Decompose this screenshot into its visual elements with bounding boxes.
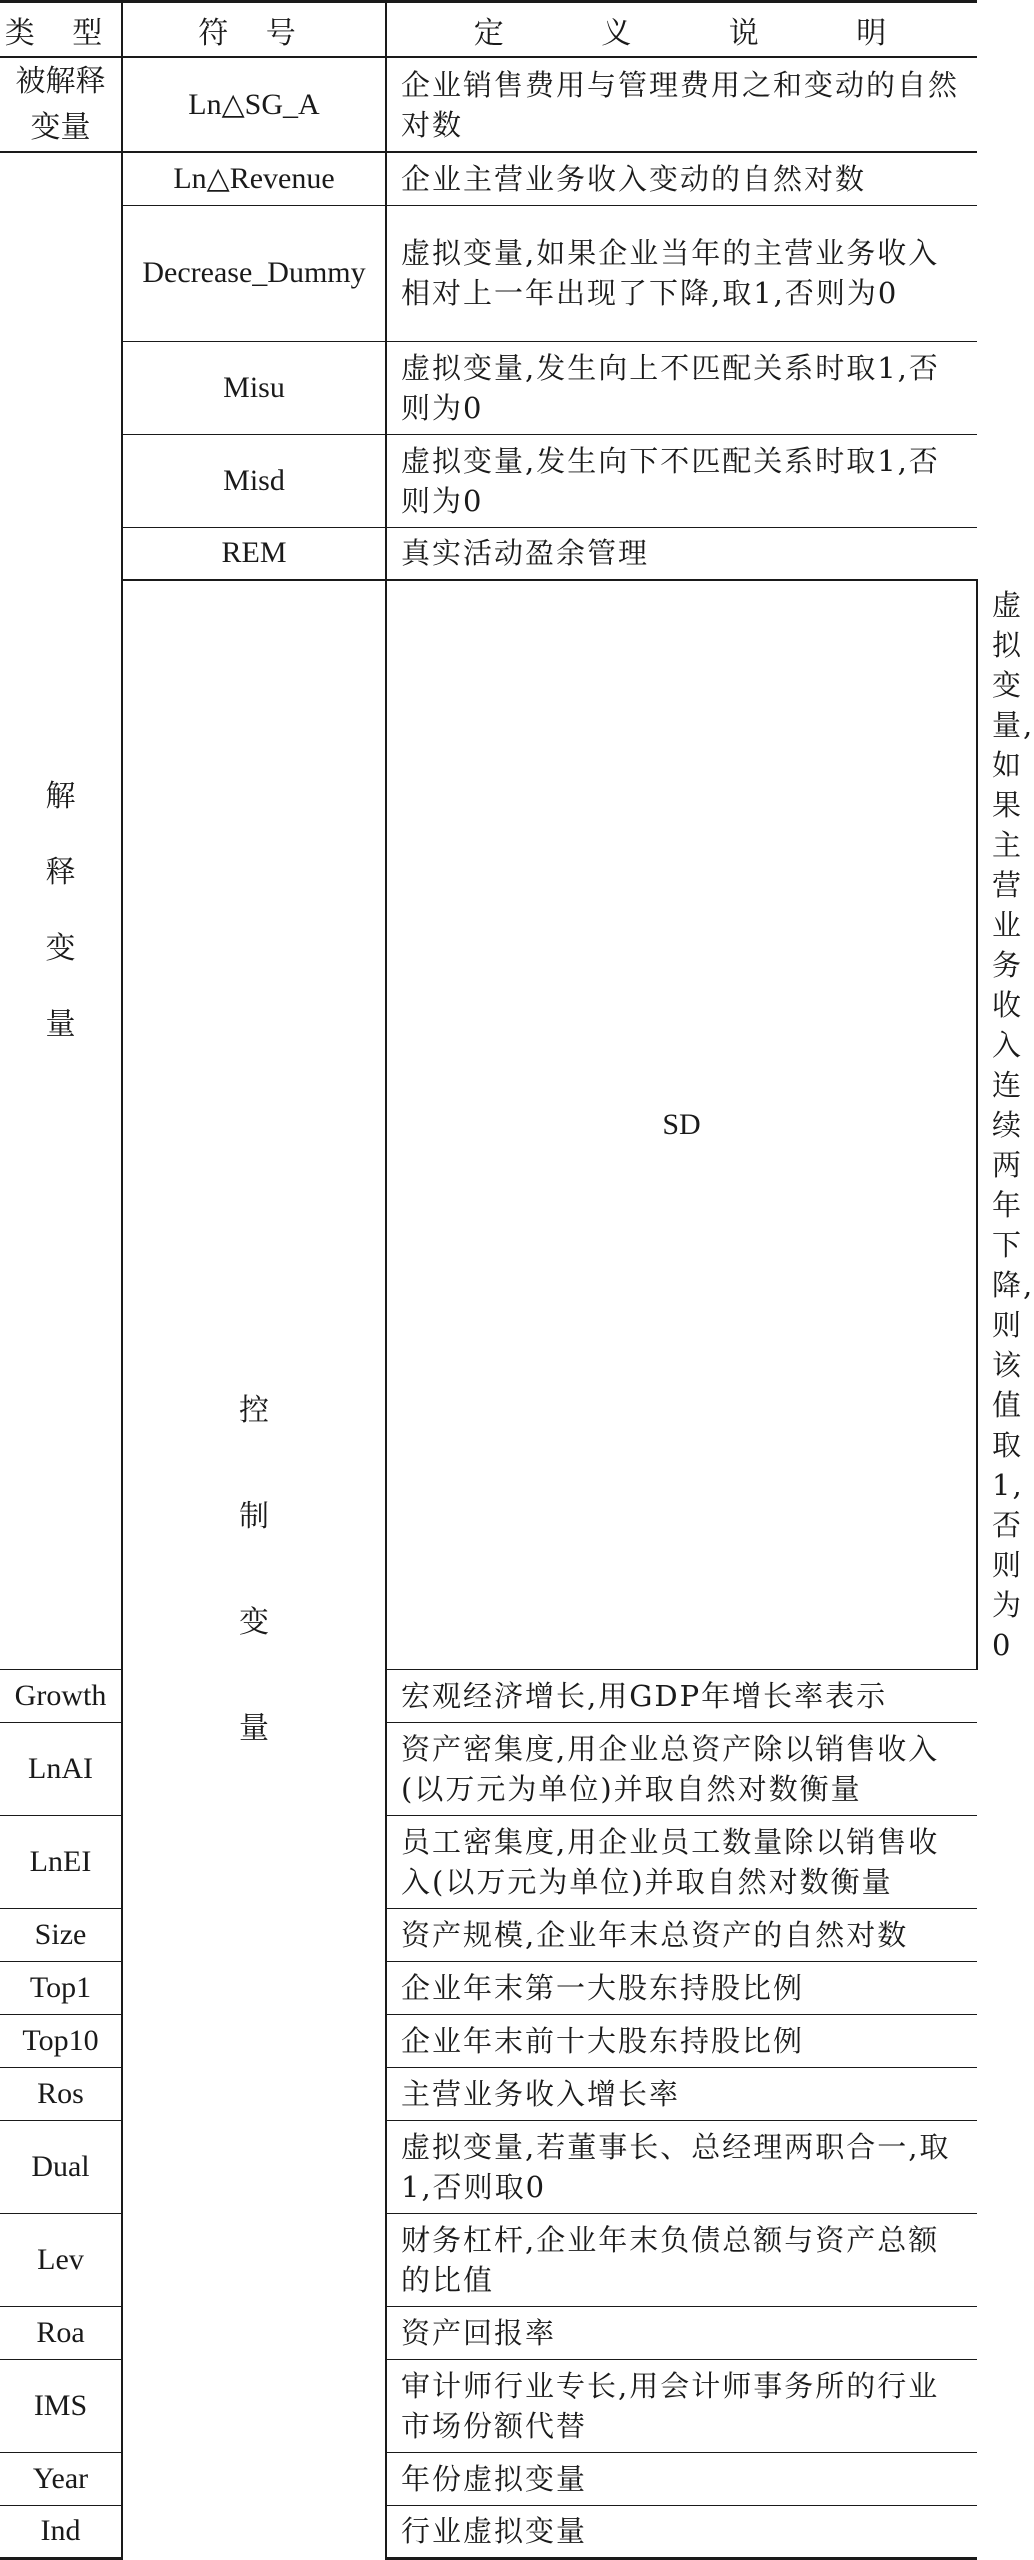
definition-cell: 虚拟变量,发生向下不匹配关系时取1,否则为0: [386, 434, 977, 527]
group-label-dependent: 被解释 变量: [0, 57, 122, 152]
definition-cell: 员工密集度,用企业员工数量除以销售收入(以万元为单位)并取自然对数衡量: [386, 1815, 977, 1908]
definition-cell: 主营业务收入增长率: [386, 2067, 977, 2120]
symbol-cell: Ln△Revenue: [122, 152, 386, 205]
definition-cell: 资产回报率: [386, 2306, 977, 2359]
definition-cell: 企业年末第一大股东持股比例: [386, 1961, 977, 2014]
symbol-cell: Top1: [0, 1961, 122, 2014]
symbol-cell: IMS: [0, 2359, 122, 2452]
definition-cell: 年份虚拟变量: [386, 2452, 977, 2505]
definition-cell: 真实活动盈余管理: [386, 527, 977, 580]
definition-cell: 企业主营业务收入变动的自然对数: [386, 152, 977, 205]
symbol-cell: Ln△SG_A: [122, 57, 386, 152]
definition-cell: 资产密集度,用企业总资产除以销售收入(以万元为单位)并取自然对数衡量: [386, 1722, 977, 1815]
symbol-cell: LnEI: [0, 1815, 122, 1908]
symbol-cell: Ind: [0, 2505, 122, 2558]
definition-cell: 虚拟变量,发生向上不匹配关系时取1,否则为0: [386, 341, 977, 434]
header-symbol: 符 号: [122, 2, 386, 58]
table-row: [0, 57, 977, 152]
symbol-cell: Size: [0, 1908, 122, 1961]
header-row: [0, 2, 977, 58]
header-type: 类 型: [0, 2, 122, 58]
definition-cell: 企业销售费用与管理费用之和变动的自然对数: [386, 57, 977, 152]
symbol-cell: LnAI: [0, 1722, 122, 1815]
symbol-cell: SD: [386, 580, 977, 1669]
symbol-cell: Decrease_Dummy: [122, 205, 386, 341]
table-row: [0, 152, 977, 205]
symbol-cell: Misu: [122, 341, 386, 434]
header-definition: 定 义 说 明: [386, 2, 977, 58]
table-row: [0, 341, 977, 434]
symbol-cell: Misd: [122, 434, 386, 527]
table-row: [0, 434, 977, 527]
symbol-cell: Dual: [0, 2120, 122, 2213]
symbol-cell: Top10: [0, 2014, 122, 2067]
definition-cell: 资产规模,企业年末总资产的自然对数: [386, 1908, 977, 1961]
symbol-cell: Ros: [0, 2067, 122, 2120]
symbol-cell: REM: [122, 527, 386, 580]
table-row: 控 制 变 量 SD 虚拟变量,如果主营业务收入连续两年下降,则该值取1,否则为0: [0, 580, 977, 1669]
definition-cell: 行业虚拟变量: [386, 2505, 977, 2558]
group-label-control: 控 制 变 量: [122, 580, 386, 2558]
symbol-cell: Roa: [0, 2306, 122, 2359]
table-row: [0, 205, 977, 341]
definition-cell: 审计师行业专长,用会计师事务所的行业市场份额代替: [386, 2359, 977, 2452]
symbol-cell: Year: [0, 2452, 122, 2505]
group-label-explanatory: 解 释 变 量: [0, 152, 122, 1669]
definition-cell: 企业年末前十大股东持股比例: [386, 2014, 977, 2067]
definition-cell: 虚拟变量,如果企业当年的主营业务收入相对上一年出现了下降,取1,否则为0: [386, 205, 977, 341]
table-row: [0, 527, 977, 580]
definition-cell: 宏观经济增长,用GDP年增长率表示: [386, 1669, 977, 1722]
definition-cell: 虚拟变量,若董事长、总经理两职合一,取1,否则取0: [386, 2120, 977, 2213]
symbol-cell: Lev: [0, 2213, 122, 2306]
symbol-cell: Growth: [0, 1669, 122, 1722]
definition-cell: 财务杠杆,企业年末负债总额与资产总额的比值: [386, 2213, 977, 2306]
